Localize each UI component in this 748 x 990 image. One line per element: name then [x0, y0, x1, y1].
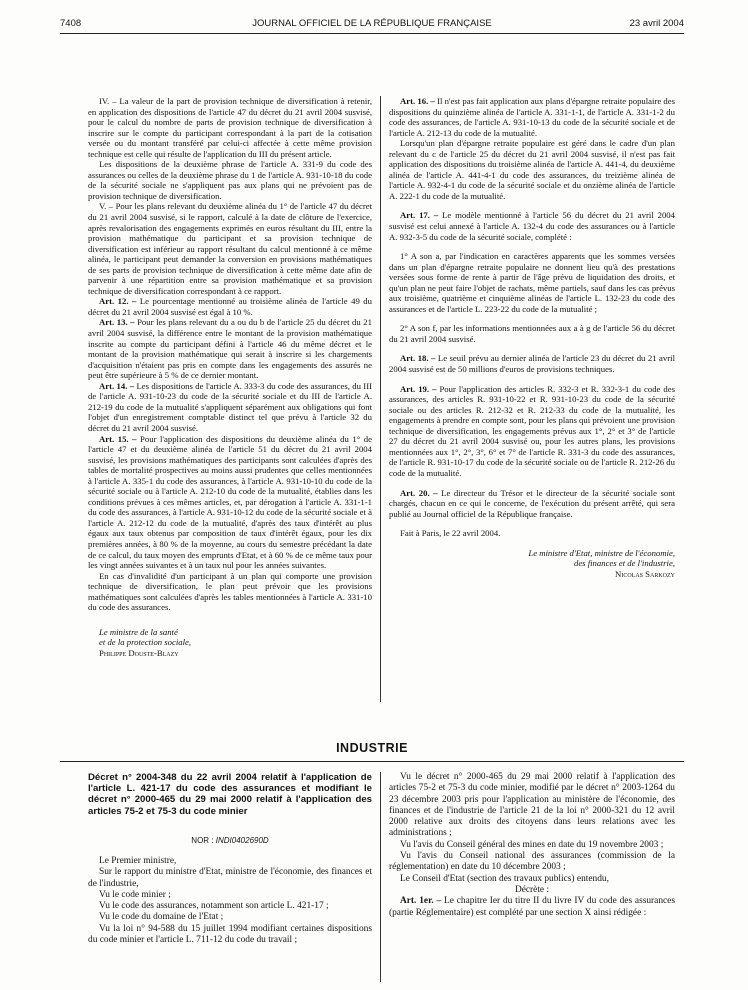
signature-title: et de la protection sociale, — [99, 637, 192, 648]
signature-name: Philippe Douste-Blazy — [99, 647, 179, 658]
column-divider — [380, 96, 381, 702]
nor-reference — [88, 836, 372, 845]
section-rule — [60, 761, 684, 762]
paragraph: Vu la loi n° 94-588 du 15 juillet 1994 modifiant certaines dispositions du code minier et l'article L. 711-12 du code du travail ; — [88, 923, 372, 946]
paragraph: En cas d'invalidité d'un participant à un plan qui comporte une provision technique de diversification, le plan peut prévoir que les provisions mathématiques sont calculées d'après les tables mentionnées à l'article A. 331-10 du code des assurances. — [88, 570, 372, 613]
right-column — [389, 96, 675, 579]
decree-title: Décret n° 2004-348 du 22 avril 2004 relatif à l'application de l'article L. 421-17 du code des assurances et modifiant le décret n° 2000-465 du 29 mai 2000 relatif à l'application des articles 75-2 et 75-3 du code minier — [88, 772, 372, 817]
article-15: Art. 15. – Pour l'application des dispositions du deuxième alinéa du 1° de l'article 47 et du deuxième alinéa de l'article 51 du décret du 21 avril 2004 susvisé, les provisions mathématiques des participants sont calculées d'après des tables de mortalité prospectives au moins aussi prudentes que celles mentionnées à l'article A. 335-1 du code des assurances, à l'article A. 931-10-10 du code de la sécurité sociale ou à l'article A. 212-10 du code de la mutualité, établies dans les conditions prévues à ces mêmes articles, et, par dérogation à l'article A. 331-1-1 du code des assurances, à l'article A. 931-10-12 du code de la sécurité sociale et à l'article A. 212-12 du code de la mutualité, d'après des taux d'intérêt au plus égaux aux taux obtenus par composition de taux d'intérêt égaux, pour les dix premières années, à 80 % de la moyenne, au cours du semestre précédant la date de ce calcul, du taux moyen des emprunts d'Etat, et à 60 % de ce même taux pour les vingt années suivantes et à un taux nul pour les années suivantes. — [88, 433, 372, 571]
article-20: Art. 20. – Le directeur du Trésor et le directeur de la sécurité sociale sont chargés, chacun en ce qui le concerne, de l'exécution du présent arrêté, qui sera publié au Journal officiel de la République française. — [389, 487, 676, 519]
journal-title: JOURNAL OFFICIEL DE LA RÉPUBLIQUE FRANÇAISE — [252, 18, 492, 29]
signature-name: Nicolas Sarkozy — [615, 568, 675, 579]
signature-title: des finances et de l'industrie, — [573, 558, 675, 569]
nor-code: INDI0402690D — [215, 836, 269, 845]
paragraph: Vu le décret n° 2000-465 du 29 mai 2000 relatif à l'application des articles 75-2 et 75-3 du code minier, modifié par le décret n° 2003-1264 du 23 décembre 2003 pris pour l'application au ministère de l'économie, des finances et de l'industrie de l'article 21 de la loi n° 2000-321 du 12 avril 2000 relative aux droits des citoyens dans leurs relations avec les administrations ; — [389, 772, 675, 839]
page-header — [60, 18, 684, 32]
decrete-heading: Décrète : — [514, 884, 550, 895]
nor-label: NOR : — [191, 836, 214, 845]
article-19: Art. 19. – Pour l'application des articles R. 332-3 et R. 332-3-1 du code des assurances, des articles R. 931-10-22 et R. 931-10-23 du code de la sécurité sociale ou des articles R. 212-32 et R. 212-33 du code de la mutualité, les engagements à prendre en compte sont, pour les plans qui prévoient une provision technique de diversification, les engagements prévus aux 1°, 2° et 3° de l'article 27 du décret du 21 avril 2004 susvisé ou, pour les autres plans, les provisions mentionnées aux 1°, 2°, 3°, 6° et 7° de l'article R. 331-3 du code des assurances, de l'article R. 931-10-17 du code de la sécurité sociale ou de l'article R. 212-26 du code de la mutualité. — [389, 383, 676, 478]
header-rule — [60, 33, 684, 34]
paragraph: Lorsqu'un plan d'épargne retraite populaire est géré dans le cadre d'un plan relevant du c de l'article 25 du décret du 21 avril 2004 susvisé, il n'est pas fait application des dispositions du troisième alinéa de l'article A. 441-4, du deuxième alinéa de l'article A. 441-4-1 du code des assurances, du treizième alinéa de l'article A. 932-4-1 du code de la sécurité sociale et du onzième alinéa de l'article A. 222-1 du code de la mutualité. — [389, 138, 675, 201]
paragraph: Le Premier ministre, — [99, 856, 177, 866]
place-date: Fait à Paris, le 22 avril 2004. — [400, 528, 501, 539]
article-1: Art. 1er. – Le chapitre Ier du titre II du livre IV du code des assurances (partie Réglementaire) est complété par une section X ainsi rédigée : — [389, 896, 675, 918]
article-14: Art. 14. – Les dispositions de l'article A. 333-3 du code des assurances, du III de l'article A. 931-10-23 du code de la sécurité sociale et du III de l'article A. 212-19 du code de la mutualité s'appliquent séparément aux obligations qui font l'objet d'un enregistrement comptable distinct tel que prévu à l'article 32 du décret du 21 avril 2004 susvisé. — [88, 380, 372, 433]
paragraph: Vu le code minier ; — [99, 889, 171, 900]
list-item: 1° A son a, par l'indication en caractères apparents que les sommes versées dans un plan d'épargne retraite populaire ne donnent lieu qu'à des prestations versées sous forme de rente à partir de l'âge prévu de liquidation des droits, et qu'un plan ne peut faire l'objet de rachats, même partiels, sauf dans les cas prévus aux troisième, quatrième et cinquième alinéas de l'article L. 132-23 du code des assurances et de l'article L. 223-22 du code de la mutualité ; — [389, 251, 675, 314]
page-number: 7408 — [60, 18, 82, 29]
paragraph: Le Conseil d'Etat (section des travaux publics) entendu, — [400, 873, 609, 884]
paragraph: Sur le rapport du ministre d'Etat, ministre de l'économie, des finances et de l'industrie, — [88, 867, 372, 889]
article-16: Art. 16. – Il n'est pas fait application aux plans d'épargne retraite populaire des dispositions du quinzième alinéa de l'article A. 331-1-1, de l'article A. 331-1-2 du code des assurances, de l'article A. 931-10-13 du code de la sécurité sociale et de l'article A. 212-13 du code de la mutualité. — [389, 96, 675, 138]
list-item: 2° A son f, par les informations mentionnées aux a à g de l'article 56 du décret du 21 avril 2004 susvisé. — [389, 323, 675, 344]
decree-right-column — [389, 772, 675, 919]
signature-title: Le ministre d'Etat, ministre de l'économie, — [528, 547, 675, 558]
left-column — [88, 96, 372, 658]
publication-date: 23 avril 2004 — [629, 18, 684, 29]
paragraph: Vu le code du domaine de l'Etat ; — [99, 912, 224, 923]
section-title: INDUSTRIE — [336, 741, 408, 755]
paragraph: V. – Pour les plans relevant du deuxième alinéa du 1° de l'article 47 du décret du 21 avril 2004 susvisé, si le rapport, calculé à la date de clôture de l'exercice, après revalorisation des engagements exprimés en euros résultant du III, entre la provision mathématique du participant et sa provision technique de diversification est inférieur au rapport résultant du calcul mentionné à ce même alinéa, le participant peut demander la conversion en provisions mathématiques de ses parts de provision technique de diversification à cette même date afin de parvenir à une répartition entre sa provision mathématique et sa provision technique de diversification correspondant à ce rapport. — [88, 201, 372, 296]
decree-left-column — [88, 856, 372, 946]
paragraph: Vu le code des assurances, notamment son article L. 421-17 ; — [99, 901, 329, 912]
article-18: Art. 18. – Le seuil prévu au dernier alinéa de l'article 23 du décret du 21 avril 2004 susvisé est de 50 millions d'euros de provisions techniques. — [389, 353, 675, 375]
article-13: Art. 13. – Pour les plans relevant du a ou du b de l'article 25 du décret du 21 avril 2004 susvisé, la différence entre le montant de la provision mathématique inscrite au compte du participant défini à l'article 46 du même décret et le montant de la provision mathématique qui serait à inscrire si les chargements d'acquisition n'étaient pas pris en compte dans les engagements des assurés ne peut être supérieure à 5 % de ce dernier montant. — [88, 317, 372, 381]
signature-title: Le ministre de la santé — [99, 626, 178, 637]
decree-column-divider — [380, 772, 381, 982]
article-12: Art. 12. – Le pourcentage mentionné au troisième alinéa de l'article 49 du décret du 21 avril 2004 susvisé est égal à 10 %. — [88, 296, 372, 317]
paragraph: Vu l'avis du Conseil général des mines en date du 19 novembre 2003 ; — [400, 839, 664, 850]
paragraph: Les dispositions de la deuxième phrase de l'article A. 331-9 du code des assurances ou celles de la deuxième phrase du 1 de l'article A. 931-10-18 du code de la sécurité sociale ne s'appliquent pas aux plans qui ne prévoient pas de provision technique de diversification. — [88, 159, 372, 201]
paragraph: Vu l'avis du Conseil national des assurances (commission de la réglementation) en date du 10 décembre 2003 ; — [389, 851, 675, 873]
article-17: Art. 17. – Le modèle mentionné à l'article 56 du décret du 21 avril 2004 susvisé est celui annexé à l'article A. 132-4 du code des assurances ou à l'article A. 932-3-5 du code de la sécurité sociale, complété : — [389, 210, 675, 242]
paragraph: IV. – La valeur de la part de provision technique de diversification à retenir, en application des dispositions de l'article 47 du décret du 21 avril 2004 susvisé, pour le calcul du nombre de parts de provision technique de diversification à inscrire sur le compte du participant correspondant à la part de la cotisation versée ou du montant transféré par celui-ci affectée à cette même provision technique est celle qui résulte de l'application du III du présent article. — [88, 96, 372, 159]
